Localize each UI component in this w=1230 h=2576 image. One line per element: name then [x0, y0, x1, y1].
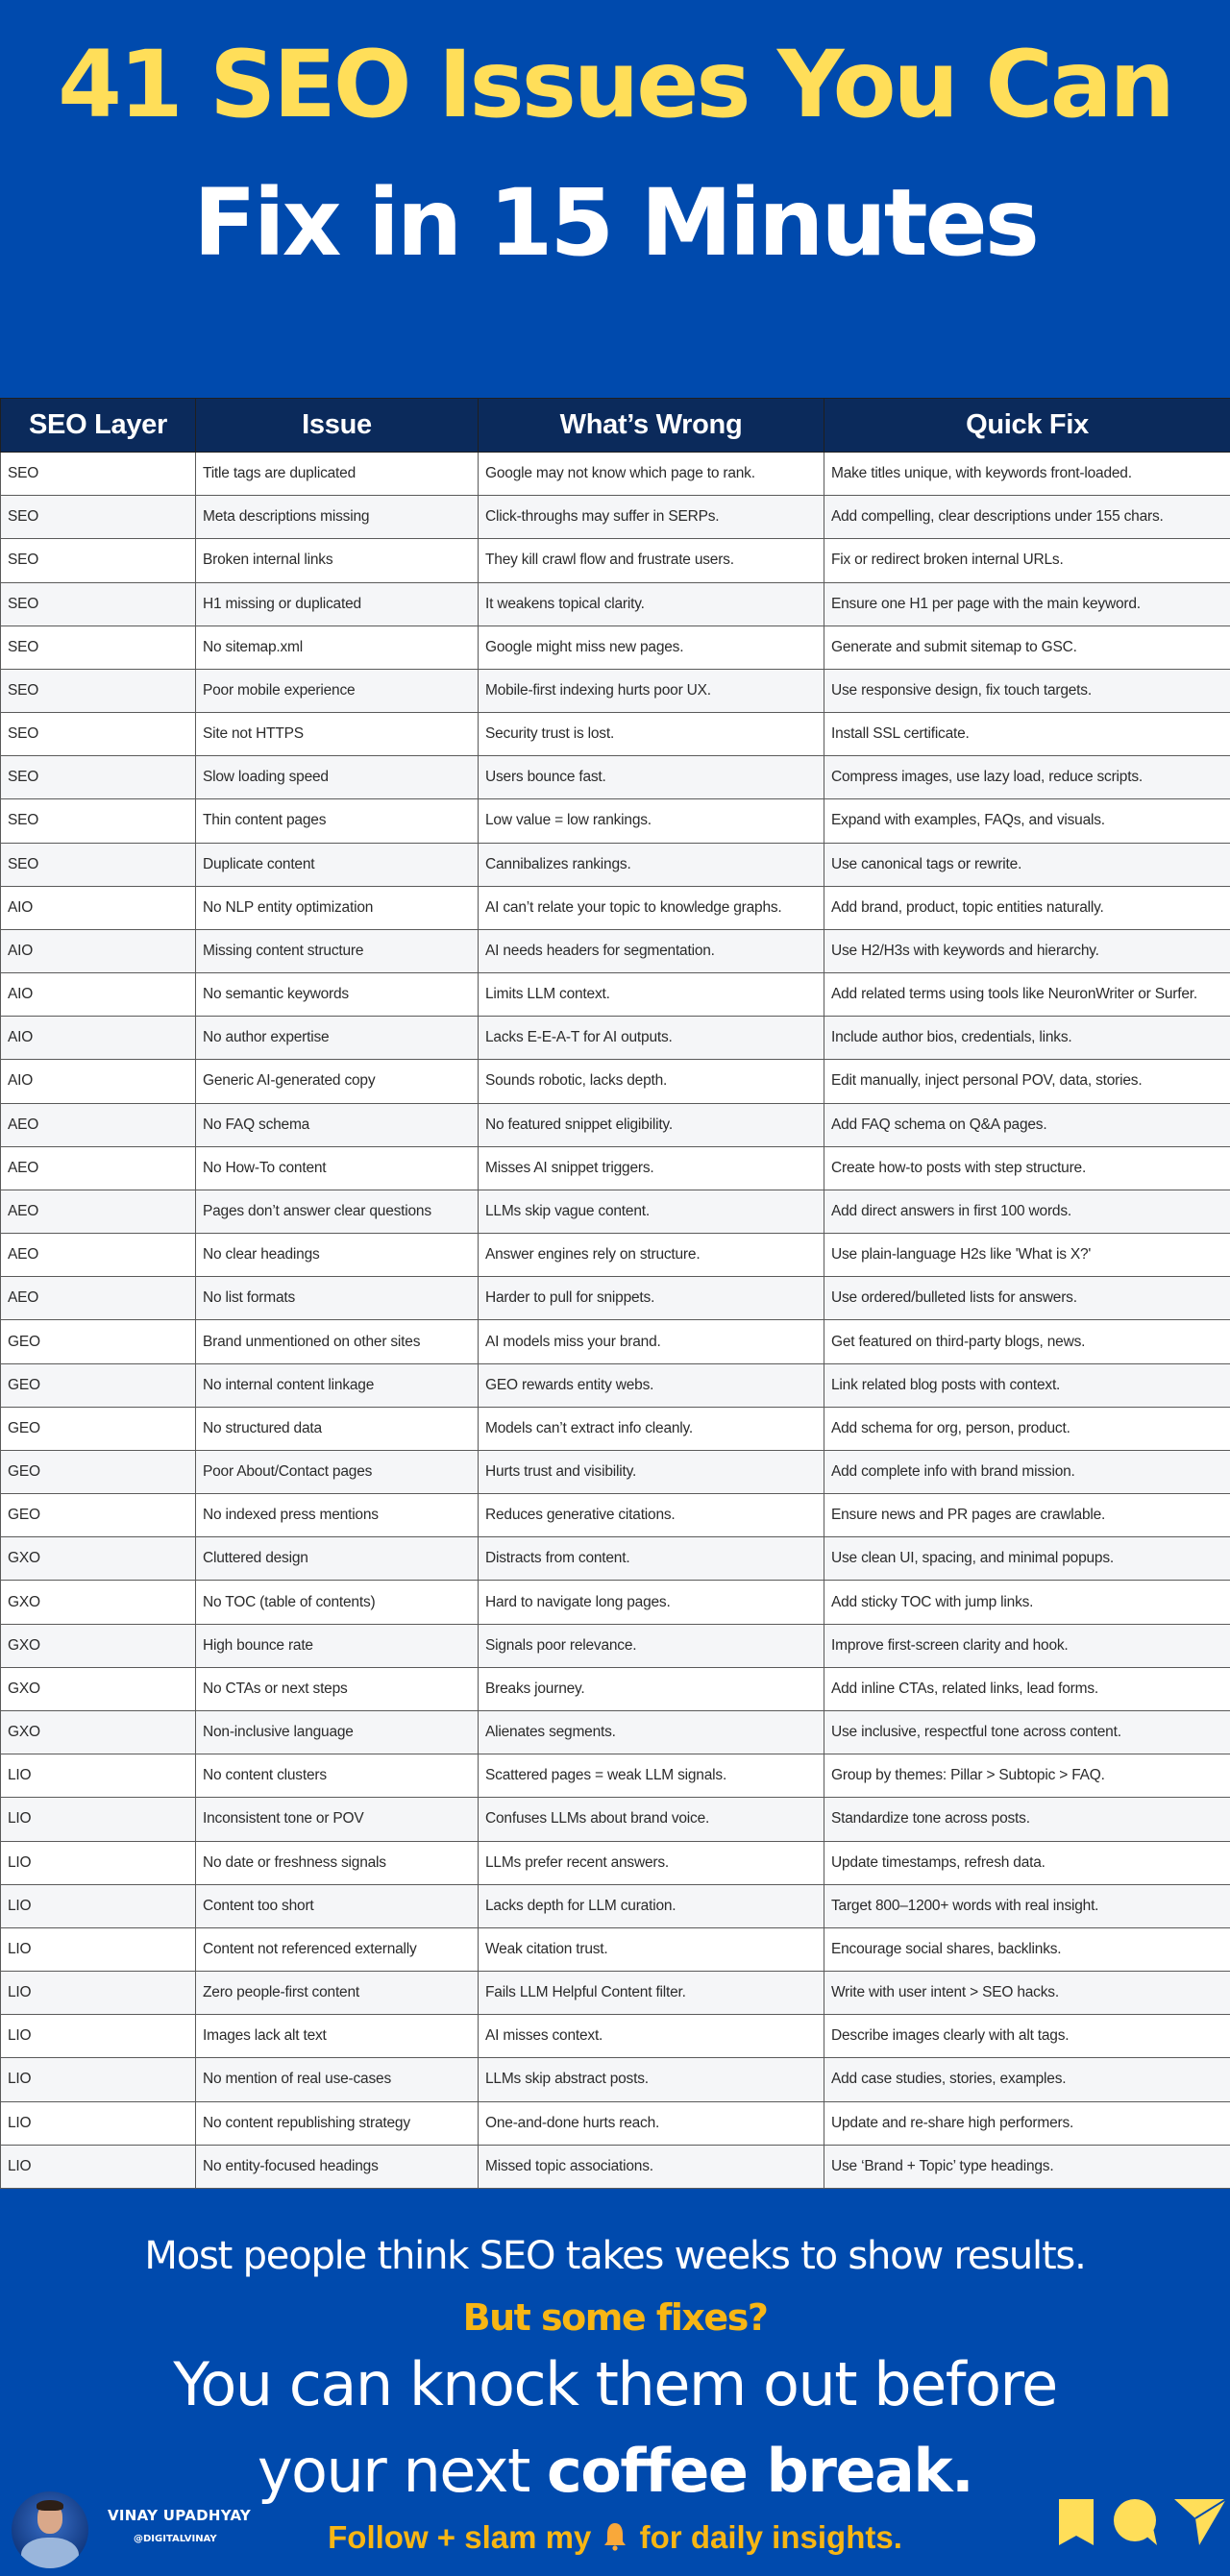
table-row — [1, 756, 1230, 799]
cell-seo-layer: LIO — [1, 2145, 196, 2188]
cell-quick-fix: Add complete info with brand mission. — [824, 1450, 1230, 1493]
cell-whats-wrong: LLMs skip vague content. — [479, 1190, 824, 1233]
page-title-line2: Fix in 15 Minutes — [193, 169, 1037, 277]
cell-quick-fix: Target 800–1200+ words with real insight. — [824, 1884, 1230, 1927]
table-row — [1, 1277, 1230, 1320]
cell-seo-layer: GXO — [1, 1537, 196, 1581]
table-row — [1, 1450, 1230, 1493]
cell-seo-layer: AIO — [1, 1060, 196, 1103]
cell-quick-fix: Use ordered/bulleted lists for answers. — [824, 1277, 1230, 1320]
cell-whats-wrong: It weakens topical clarity. — [479, 582, 824, 626]
cell-issue: Slow loading speed — [196, 756, 479, 799]
cell-whats-wrong: Models can’t extract info cleanly. — [479, 1407, 824, 1450]
cell-quick-fix: Improve first-screen clarity and hook. — [824, 1624, 1230, 1667]
table-row — [1, 2015, 1230, 2058]
cell-whats-wrong: Answer engines rely on structure. — [479, 1234, 824, 1277]
cell-quick-fix: Get featured on third-party blogs, news. — [824, 1320, 1230, 1363]
cell-seo-layer: GXO — [1, 1624, 196, 1667]
cell-whats-wrong: Missed topic associations. — [479, 2145, 824, 2188]
cell-whats-wrong: GEO rewards entity webs. — [479, 1363, 824, 1407]
table-row — [1, 626, 1230, 669]
cell-quick-fix: Group by themes: Pillar > Subtopic > FAQ. — [824, 1754, 1230, 1798]
cell-whats-wrong: Hard to navigate long pages. — [479, 1581, 824, 1624]
table-row — [1, 1624, 1230, 1667]
bookmark-icon[interactable] — [1057, 2497, 1095, 2547]
page-title-line1: 41 SEO Issues You Can — [58, 31, 1172, 138]
cell-issue: No semantic keywords — [196, 973, 479, 1017]
cell-issue: Non-inclusive language — [196, 1710, 479, 1754]
author-name: VINAY UPADHYAY — [108, 2507, 252, 2524]
cell-quick-fix: Expand with examples, FAQs, and visuals. — [824, 799, 1230, 843]
cell-seo-layer: SEO — [1, 496, 196, 539]
cell-seo-layer: GEO — [1, 1363, 196, 1407]
table-row — [1, 582, 1230, 626]
hero-banner — [0, 0, 1230, 398]
cell-whats-wrong: Breaks journey. — [479, 1667, 824, 1710]
cta-text-after: for daily insights. — [639, 2519, 902, 2555]
cell-seo-layer: SEO — [1, 669, 196, 712]
cell-issue: Generic AI-generated copy — [196, 1060, 479, 1103]
cell-whats-wrong: Lacks depth for LLM curation. — [479, 1884, 824, 1927]
cell-quick-fix: Compress images, use lazy load, reduce scripts. — [824, 756, 1230, 799]
footer-line-3: You can knock them out before — [173, 2349, 1057, 2419]
cell-quick-fix: Use clean UI, spacing, and minimal popups. — [824, 1537, 1230, 1581]
cell-quick-fix: Use plain-language H2s like 'What is X?' — [824, 1234, 1230, 1277]
cell-seo-layer: LIO — [1, 2058, 196, 2101]
table-row — [1, 1320, 1230, 1363]
cell-quick-fix: Fix or redirect broken internal URLs. — [824, 539, 1230, 582]
cell-whats-wrong: Cannibalizes rankings. — [479, 843, 824, 886]
cell-quick-fix: Add case studies, stories, examples. — [824, 2058, 1230, 2101]
cell-quick-fix: Encourage social shares, backlinks. — [824, 1927, 1230, 1971]
table-row — [1, 713, 1230, 756]
cell-seo-layer: LIO — [1, 1884, 196, 1927]
cell-whats-wrong: Google may not know which page to rank. — [479, 453, 824, 496]
cell-seo-layer: LIO — [1, 1841, 196, 1884]
cell-whats-wrong: They kill crawl flow and frustrate users. — [479, 539, 824, 582]
cell-issue: Missing content structure — [196, 929, 479, 972]
cell-seo-layer: AEO — [1, 1277, 196, 1320]
table-row — [1, 1884, 1230, 1927]
cell-issue: Broken internal links — [196, 539, 479, 582]
cell-issue: Brand unmentioned on other sites — [196, 1320, 479, 1363]
footer-line-4-regular: your next — [257, 2436, 548, 2506]
cell-quick-fix: Add sticky TOC with jump links. — [824, 1581, 1230, 1624]
cell-seo-layer: GXO — [1, 1710, 196, 1754]
cell-issue: Thin content pages — [196, 799, 479, 843]
cell-whats-wrong: Users bounce fast. — [479, 756, 824, 799]
cell-quick-fix: Make titles unique, with keywords front-loaded. — [824, 453, 1230, 496]
cell-quick-fix: Use canonical tags or rewrite. — [824, 843, 1230, 886]
table-row — [1, 1972, 1230, 2015]
cell-whats-wrong: AI models miss your brand. — [479, 1320, 824, 1363]
table-row — [1, 1927, 1230, 1971]
cell-seo-layer: LIO — [1, 2015, 196, 2058]
table-row — [1, 1146, 1230, 1190]
table-row — [1, 1537, 1230, 1581]
cell-quick-fix: Install SSL certificate. — [824, 713, 1230, 756]
cell-seo-layer: LIO — [1, 2101, 196, 2145]
cell-seo-layer: SEO — [1, 756, 196, 799]
cell-issue: High bounce rate — [196, 1624, 479, 1667]
engagement-icons — [1057, 2497, 1230, 2555]
cell-issue: Duplicate content — [196, 843, 479, 886]
table-row — [1, 1494, 1230, 1537]
cell-issue: No sitemap.xml — [196, 626, 479, 669]
footer-line-2: But some fixes? — [462, 2296, 768, 2339]
cell-quick-fix: Add schema for org, person, product. — [824, 1407, 1230, 1450]
cell-issue: No structured data — [196, 1407, 479, 1450]
cell-quick-fix: Standardize tone across posts. — [824, 1798, 1230, 1841]
cell-whats-wrong: LLMs skip abstract posts. — [479, 2058, 824, 2101]
table-row — [1, 1798, 1230, 1841]
cell-seo-layer: SEO — [1, 843, 196, 886]
seo-issues-table — [0, 398, 1230, 2189]
cell-quick-fix: Generate and submit sitemap to GSC. — [824, 626, 1230, 669]
cell-issue: No indexed press mentions — [196, 1494, 479, 1537]
cell-quick-fix: Update timestamps, refresh data. — [824, 1841, 1230, 1884]
cell-quick-fix: Add inline CTAs, related links, lead forms. — [824, 1667, 1230, 1710]
cell-whats-wrong: Confuses LLMs about brand voice. — [479, 1798, 824, 1841]
table-row — [1, 2101, 1230, 2145]
cell-seo-layer: LIO — [1, 1754, 196, 1798]
cell-quick-fix: Use responsive design, fix touch targets. — [824, 669, 1230, 712]
cell-issue: No FAQ schema — [196, 1103, 479, 1146]
cell-issue: No internal content linkage — [196, 1363, 479, 1407]
table-row — [1, 1407, 1230, 1450]
cell-seo-layer: AEO — [1, 1190, 196, 1233]
cell-issue: Content too short — [196, 1884, 479, 1927]
table-row — [1, 539, 1230, 582]
table-row — [1, 1667, 1230, 1710]
cell-whats-wrong: Reduces generative citations. — [479, 1494, 824, 1537]
cell-issue: No TOC (table of contents) — [196, 1581, 479, 1624]
cell-whats-wrong: Click-throughs may suffer in SERPs. — [479, 496, 824, 539]
cell-issue: No clear headings — [196, 1234, 479, 1277]
author-handle: @DIGITALVINAY — [134, 2534, 217, 2544]
cell-seo-layer: LIO — [1, 1972, 196, 2015]
cell-issue: No How-To content — [196, 1146, 479, 1190]
cell-issue: Cluttered design — [196, 1537, 479, 1581]
table-row — [1, 669, 1230, 712]
table-row — [1, 2058, 1230, 2101]
cell-quick-fix: Use inclusive, respectful tone across content. — [824, 1710, 1230, 1754]
cell-seo-layer: AEO — [1, 1234, 196, 1277]
cell-whats-wrong: AI needs headers for segmentation. — [479, 929, 824, 972]
cell-issue: Poor mobile experience — [196, 669, 479, 712]
cell-issue: No content republishing strategy — [196, 2101, 479, 2145]
cell-quick-fix: Add direct answers in first 100 words. — [824, 1190, 1230, 1233]
cell-issue: Inconsistent tone or POV — [196, 1798, 479, 1841]
cell-issue: Images lack alt text — [196, 2015, 479, 2058]
share-icon[interactable] — [1172, 2497, 1228, 2547]
cell-seo-layer: SEO — [1, 799, 196, 843]
cell-quick-fix: Add FAQ schema on Q&A pages. — [824, 1103, 1230, 1146]
table-row — [1, 1190, 1230, 1233]
cta-text-before: Follow + slam my — [328, 2519, 592, 2555]
table-row — [1, 1581, 1230, 1624]
column-header-quick-fix: Quick Fix — [824, 399, 1230, 453]
table-row — [1, 1017, 1230, 1060]
cell-issue: No NLP entity optimization — [196, 886, 479, 929]
cell-whats-wrong: Scattered pages = weak LLM signals. — [479, 1754, 824, 1798]
cell-issue: No CTAs or next steps — [196, 1667, 479, 1710]
cell-whats-wrong: Low value = low rankings. — [479, 799, 824, 843]
cell-issue: Title tags are duplicated — [196, 453, 479, 496]
cell-whats-wrong: Signals poor relevance. — [479, 1624, 824, 1667]
table-row — [1, 1234, 1230, 1277]
footer-banner — [0, 2188, 1230, 2576]
bell-icon — [603, 2521, 627, 2552]
cell-quick-fix: Write with user intent > SEO hacks. — [824, 1972, 1230, 2015]
follow-cta — [0, 2519, 1230, 2556]
cell-seo-layer: GXO — [1, 1581, 196, 1624]
cell-seo-layer: SEO — [1, 582, 196, 626]
column-header-issue: Issue — [196, 399, 479, 453]
cell-issue: Zero people-first content — [196, 1972, 479, 2015]
cell-seo-layer: GEO — [1, 1494, 196, 1537]
cell-seo-layer: SEO — [1, 539, 196, 582]
cell-issue: Pages don’t answer clear questions — [196, 1190, 479, 1233]
column-header-seo-layer: SEO Layer — [1, 399, 196, 453]
cell-whats-wrong: Misses AI snippet triggers. — [479, 1146, 824, 1190]
cell-whats-wrong: Weak citation trust. — [479, 1927, 824, 1971]
footer-line-4-bold: coffee break. — [547, 2436, 973, 2506]
cell-quick-fix: Add brand, product, topic entities naturally. — [824, 886, 1230, 929]
cell-issue: Poor About/Contact pages — [196, 1450, 479, 1493]
cell-whats-wrong: Security trust is lost. — [479, 713, 824, 756]
cell-whats-wrong: Limits LLM context. — [479, 973, 824, 1017]
cell-issue: No date or freshness signals — [196, 1841, 479, 1884]
cell-whats-wrong: Hurts trust and visibility. — [479, 1450, 824, 1493]
cell-whats-wrong: Distracts from content. — [479, 1537, 824, 1581]
cell-quick-fix: Add compelling, clear descriptions under 155 chars. — [824, 496, 1230, 539]
cell-quick-fix: Link related blog posts with context. — [824, 1363, 1230, 1407]
cell-issue: No author expertise — [196, 1017, 479, 1060]
cell-seo-layer: AIO — [1, 886, 196, 929]
cell-seo-layer: GEO — [1, 1320, 196, 1363]
cell-issue: H1 missing or duplicated — [196, 582, 479, 626]
cell-quick-fix: Edit manually, inject personal POV, data, stories. — [824, 1060, 1230, 1103]
cell-seo-layer: SEO — [1, 713, 196, 756]
table-row — [1, 886, 1230, 929]
table-row — [1, 496, 1230, 539]
table-row — [1, 1103, 1230, 1146]
cell-quick-fix: Ensure news and PR pages are crawlable. — [824, 1494, 1230, 1537]
cell-seo-layer: AIO — [1, 973, 196, 1017]
cell-seo-layer: GXO — [1, 1667, 196, 1710]
table-row — [1, 843, 1230, 886]
table-row — [1, 1710, 1230, 1754]
cell-seo-layer: AIO — [1, 1017, 196, 1060]
table-row — [1, 1754, 1230, 1798]
cell-issue: No mention of real use-cases — [196, 2058, 479, 2101]
table-row — [1, 2145, 1230, 2188]
cell-whats-wrong: One-and-done hurts reach. — [479, 2101, 824, 2145]
cell-issue: No entity-focused headings — [196, 2145, 479, 2188]
footer-line-1: Most people think SEO takes weeks to show results. — [144, 2234, 1086, 2278]
cell-whats-wrong: AI can’t relate your topic to knowledge graphs. — [479, 886, 824, 929]
cell-whats-wrong: Mobile-first indexing hurts poor UX. — [479, 669, 824, 712]
cell-whats-wrong: Harder to pull for snippets. — [479, 1277, 824, 1320]
cell-whats-wrong: No featured snippet eligibility. — [479, 1103, 824, 1146]
cell-seo-layer: AEO — [1, 1146, 196, 1190]
table-row — [1, 929, 1230, 972]
table-row — [1, 799, 1230, 843]
cell-issue: Content not referenced externally — [196, 1927, 479, 1971]
cell-seo-layer: GEO — [1, 1407, 196, 1450]
cell-whats-wrong: AI misses context. — [479, 2015, 824, 2058]
cell-quick-fix: Ensure one H1 per page with the main keyword. — [824, 582, 1230, 626]
cell-whats-wrong: Google might miss new pages. — [479, 626, 824, 669]
cell-whats-wrong: Sounds robotic, lacks depth. — [479, 1060, 824, 1103]
cell-seo-layer: SEO — [1, 453, 196, 496]
cell-quick-fix: Create how-to posts with step structure. — [824, 1146, 1230, 1190]
cell-whats-wrong: Alienates segments. — [479, 1710, 824, 1754]
cell-whats-wrong: Lacks E-E-A-T for AI outputs. — [479, 1017, 824, 1060]
cell-quick-fix: Use H2/H3s with keywords and hierarchy. — [824, 929, 1230, 972]
cell-issue: No content clusters — [196, 1754, 479, 1798]
column-header-whats-wrong: What’s Wrong — [479, 399, 824, 453]
cell-whats-wrong: Fails LLM Helpful Content filter. — [479, 1972, 824, 2015]
cell-seo-layer: LIO — [1, 1798, 196, 1841]
cell-quick-fix: Include author bios, credentials, links. — [824, 1017, 1230, 1060]
table-row — [1, 973, 1230, 1017]
cell-seo-layer: AIO — [1, 929, 196, 972]
cell-quick-fix: Add related terms using tools like NeuronWriter or Surfer. — [824, 973, 1230, 1017]
table-row — [1, 1841, 1230, 1884]
cell-seo-layer: LIO — [1, 1927, 196, 1971]
cell-seo-layer: AEO — [1, 1103, 196, 1146]
cell-issue: Meta descriptions missing — [196, 496, 479, 539]
table-row — [1, 1363, 1230, 1407]
comment-icon[interactable] — [1111, 2497, 1161, 2547]
table-row — [1, 453, 1230, 496]
cell-issue: No list formats — [196, 1277, 479, 1320]
cell-issue: Site not HTTPS — [196, 713, 479, 756]
table-header-row — [1, 399, 1230, 453]
cell-quick-fix: Update and re-share high performers. — [824, 2101, 1230, 2145]
cell-whats-wrong: LLMs prefer recent answers. — [479, 1841, 824, 1884]
table-row — [1, 1060, 1230, 1103]
cell-quick-fix: Describe images clearly with alt tags. — [824, 2015, 1230, 2058]
cell-seo-layer: SEO — [1, 626, 196, 669]
cell-seo-layer: GEO — [1, 1450, 196, 1493]
cell-quick-fix: Use ‘Brand + Topic’ type headings. — [824, 2145, 1230, 2188]
